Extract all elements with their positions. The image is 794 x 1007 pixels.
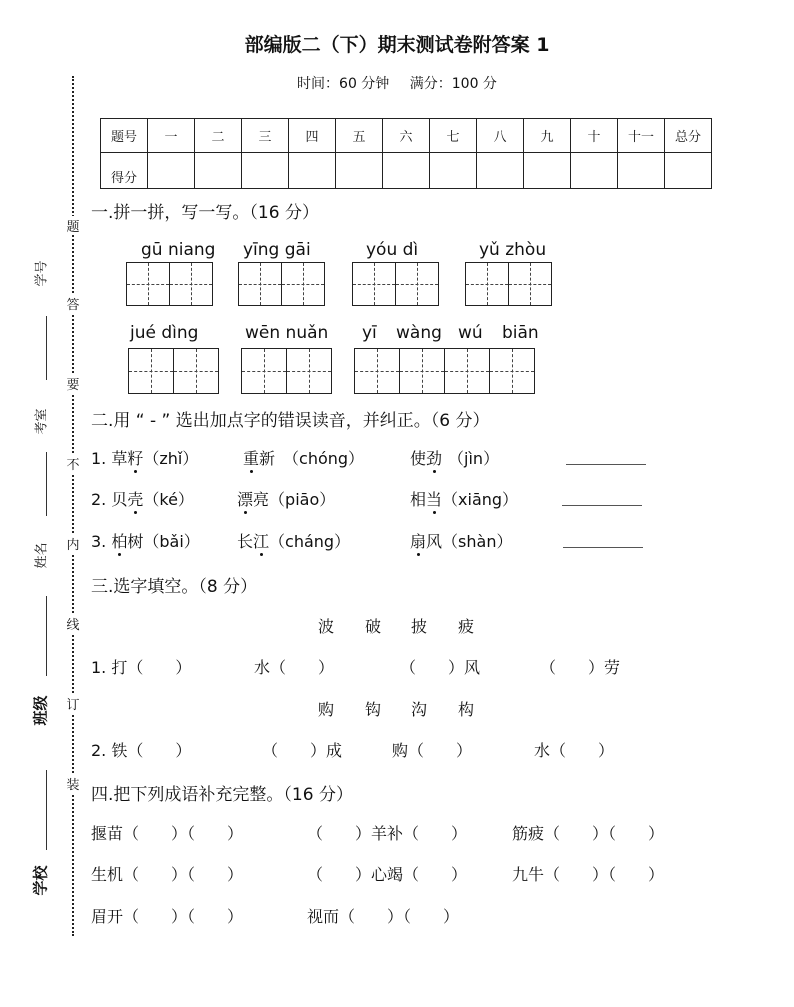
- score-cell[interactable]: [477, 153, 524, 189]
- score-header-cell: 十: [571, 119, 618, 153]
- writing-cell[interactable]: [352, 262, 396, 306]
- binding-char: 答: [66, 294, 80, 313]
- fill-blank-item[interactable]: 水（ ）: [534, 741, 615, 760]
- score-header-cell: 一: [148, 119, 195, 153]
- score-cell[interactable]: [665, 153, 712, 189]
- name-label: 姓名: [34, 542, 50, 569]
- score-header-cell: 题号: [101, 119, 148, 153]
- writing-cell[interactable]: [444, 348, 490, 394]
- class-label: 班级: [31, 695, 50, 726]
- exam-time: 时间：60 分钟: [297, 76, 390, 92]
- writing-grid[interactable]: [354, 348, 535, 394]
- score-header-cell: 十一: [618, 119, 665, 153]
- exam-score: 满分：100 分: [409, 76, 497, 92]
- binding-char: 线: [66, 614, 80, 633]
- pinyin: yīng gāi: [243, 240, 311, 260]
- writing-cell[interactable]: [173, 348, 219, 394]
- section-4-title: 四.把下列成语补充完整。（16 分）: [91, 785, 353, 805]
- writing-cell[interactable]: [399, 348, 445, 394]
- score-header-cell: 七: [430, 119, 477, 153]
- pinyin: gū niang: [141, 240, 216, 260]
- exam-room-label: 考室: [34, 408, 50, 435]
- binding-char: 订: [66, 694, 80, 713]
- pinyin: wàng: [396, 323, 442, 343]
- writing-grid[interactable]: [465, 262, 552, 306]
- dotted-char: 劲: [426, 446, 442, 469]
- writing-grid[interactable]: [352, 262, 439, 306]
- score-header-cell: 四: [289, 119, 336, 153]
- s2-item: 扇风（shàn）: [410, 529, 512, 552]
- s2-item: 3. 柏树（bǎi）: [91, 529, 200, 552]
- s2-item: 长江（cháng）: [237, 529, 350, 552]
- binding-char: 不: [66, 454, 80, 473]
- dotted-char: 重: [243, 446, 259, 469]
- writing-cell[interactable]: [126, 262, 170, 306]
- binding-char: 要: [66, 374, 80, 393]
- choice-char: 购: [318, 700, 335, 719]
- score-cell[interactable]: [336, 153, 383, 189]
- score-cell[interactable]: [242, 153, 289, 189]
- score-cell[interactable]: [195, 153, 242, 189]
- writing-cell[interactable]: [465, 262, 509, 306]
- score-table-header-row: [101, 119, 712, 153]
- score-table-score-row: [101, 153, 712, 189]
- score-cell[interactable]: [524, 153, 571, 189]
- writing-cell[interactable]: [395, 262, 439, 306]
- fill-blank-item[interactable]: （ ）成: [262, 741, 343, 760]
- score-cell[interactable]: [148, 153, 195, 189]
- choice-char: 沟: [411, 700, 428, 719]
- fill-blank-item[interactable]: （ ）风: [400, 658, 481, 677]
- choice-char: 波: [318, 617, 335, 636]
- score-header-cell: 总分: [665, 119, 712, 153]
- writing-cell[interactable]: [354, 348, 400, 394]
- pinyin: jué dìng: [130, 323, 199, 343]
- s2-item: 使劲 （jìn）: [410, 446, 499, 469]
- s2-item: 相当（xiāng）: [410, 487, 518, 510]
- writing-grid[interactable]: [238, 262, 325, 306]
- writing-grid[interactable]: [126, 262, 213, 306]
- s2-item: 1. 草籽（zhǐ）: [91, 446, 198, 469]
- score-cell[interactable]: [289, 153, 336, 189]
- student-id-label: 学号: [34, 260, 50, 287]
- choice-char: 钩: [365, 700, 382, 719]
- binding-char: 装: [66, 774, 80, 793]
- binding-char: 题: [66, 216, 80, 235]
- writing-cell[interactable]: [286, 348, 332, 394]
- s2-item: 2. 贝壳（ké）: [91, 487, 194, 510]
- writing-cell[interactable]: [241, 348, 287, 394]
- score-header-cell: 九: [524, 119, 571, 153]
- fill-blank-item[interactable]: 购（ ）: [392, 741, 473, 760]
- score-cell[interactable]: [571, 153, 618, 189]
- score-cell[interactable]: [430, 153, 477, 189]
- exam-room-line: [46, 452, 47, 516]
- score-cell[interactable]: [618, 153, 665, 189]
- idiom-item[interactable]: （ ）心竭（ ）: [307, 865, 468, 884]
- section-1-title: 一.拼一拼，写一写。（16 分）: [91, 203, 319, 223]
- writing-grid[interactable]: [241, 348, 332, 394]
- score-header-cell: 五: [336, 119, 383, 153]
- idiom-item[interactable]: 眉开（ ）（ ）: [91, 907, 244, 926]
- dotted-char: 江: [253, 529, 269, 552]
- fill-blank-item[interactable]: 2. 铁（ ）: [91, 741, 192, 760]
- pinyin: wú: [458, 323, 483, 343]
- dotted-char: 柏: [111, 529, 127, 552]
- writing-grid[interactable]: [128, 348, 219, 394]
- score-table: [100, 118, 712, 189]
- score-header-cell: 八: [477, 119, 524, 153]
- idiom-item[interactable]: 视而（ ）（ ）: [307, 907, 460, 926]
- binding-dotted-line: [72, 76, 74, 936]
- score-cell[interactable]: [383, 153, 430, 189]
- idiom-item[interactable]: （ ）羊补（ ）: [307, 824, 468, 843]
- school-label: 学校: [31, 865, 50, 896]
- answer-blank[interactable]: [562, 505, 642, 506]
- class-line: [46, 770, 47, 850]
- choice-char: 破: [365, 617, 382, 636]
- fill-blank-item[interactable]: （ ）劳: [540, 658, 621, 677]
- answer-blank[interactable]: [563, 547, 643, 548]
- pinyin: yī: [362, 323, 377, 343]
- choice-char: 构: [458, 700, 475, 719]
- dotted-char: 当: [426, 487, 442, 510]
- choice-char: 披: [411, 617, 428, 636]
- s2-item: 漂亮（piāo）: [237, 487, 335, 510]
- choice-char: 疲: [458, 617, 475, 636]
- student-id-line: [46, 316, 47, 380]
- writing-cell[interactable]: [238, 262, 282, 306]
- score-header-cell: 六: [383, 119, 430, 153]
- section-2-title: 二.用 “ - ” 选出加点字的错误读音，并纠正。（6 分）: [91, 411, 490, 431]
- pinyin: yóu dì: [366, 240, 419, 260]
- exam-meta: [0, 73, 794, 93]
- answer-blank[interactable]: [566, 464, 646, 465]
- name-line: [46, 596, 47, 676]
- page-title: 部编版二（下）期末测试卷附答案 1: [244, 34, 550, 56]
- pinyin: wēn nuǎn: [245, 323, 329, 343]
- dotted-char: 籽: [127, 446, 143, 469]
- score-header-cell: 二: [195, 119, 242, 153]
- dotted-char: 漂: [237, 487, 253, 510]
- idiom-item[interactable]: 揠苗（ ）（ ）: [91, 824, 244, 843]
- writing-cell[interactable]: [169, 262, 213, 306]
- dotted-char: 壳: [127, 487, 143, 510]
- dotted-char: 扇: [410, 529, 426, 552]
- pinyin: yǔ zhòu: [479, 240, 547, 260]
- score-header-cell: 三: [242, 119, 289, 153]
- pinyin: biān: [502, 323, 539, 343]
- writing-cell[interactable]: [128, 348, 174, 394]
- s2-item: 重新 （chóng）: [243, 446, 364, 469]
- writing-cell[interactable]: [508, 262, 552, 306]
- idiom-item[interactable]: 筋疲（ ）（ ）: [512, 824, 665, 843]
- section-3-title: 三.选字填空。（8 分）: [91, 577, 258, 597]
- fill-blank-item[interactable]: 1. 打（ ）: [91, 658, 192, 677]
- fill-blank-item[interactable]: 水（ ）: [254, 658, 335, 677]
- binding-char: 内: [66, 534, 80, 553]
- writing-cell[interactable]: [489, 348, 535, 394]
- writing-cell[interactable]: [281, 262, 325, 306]
- score-row-label: 得分: [101, 153, 148, 189]
- idiom-item[interactable]: 生机（ ）（ ）: [91, 865, 244, 884]
- idiom-item[interactable]: 九牛（ ）（ ）: [512, 865, 665, 884]
